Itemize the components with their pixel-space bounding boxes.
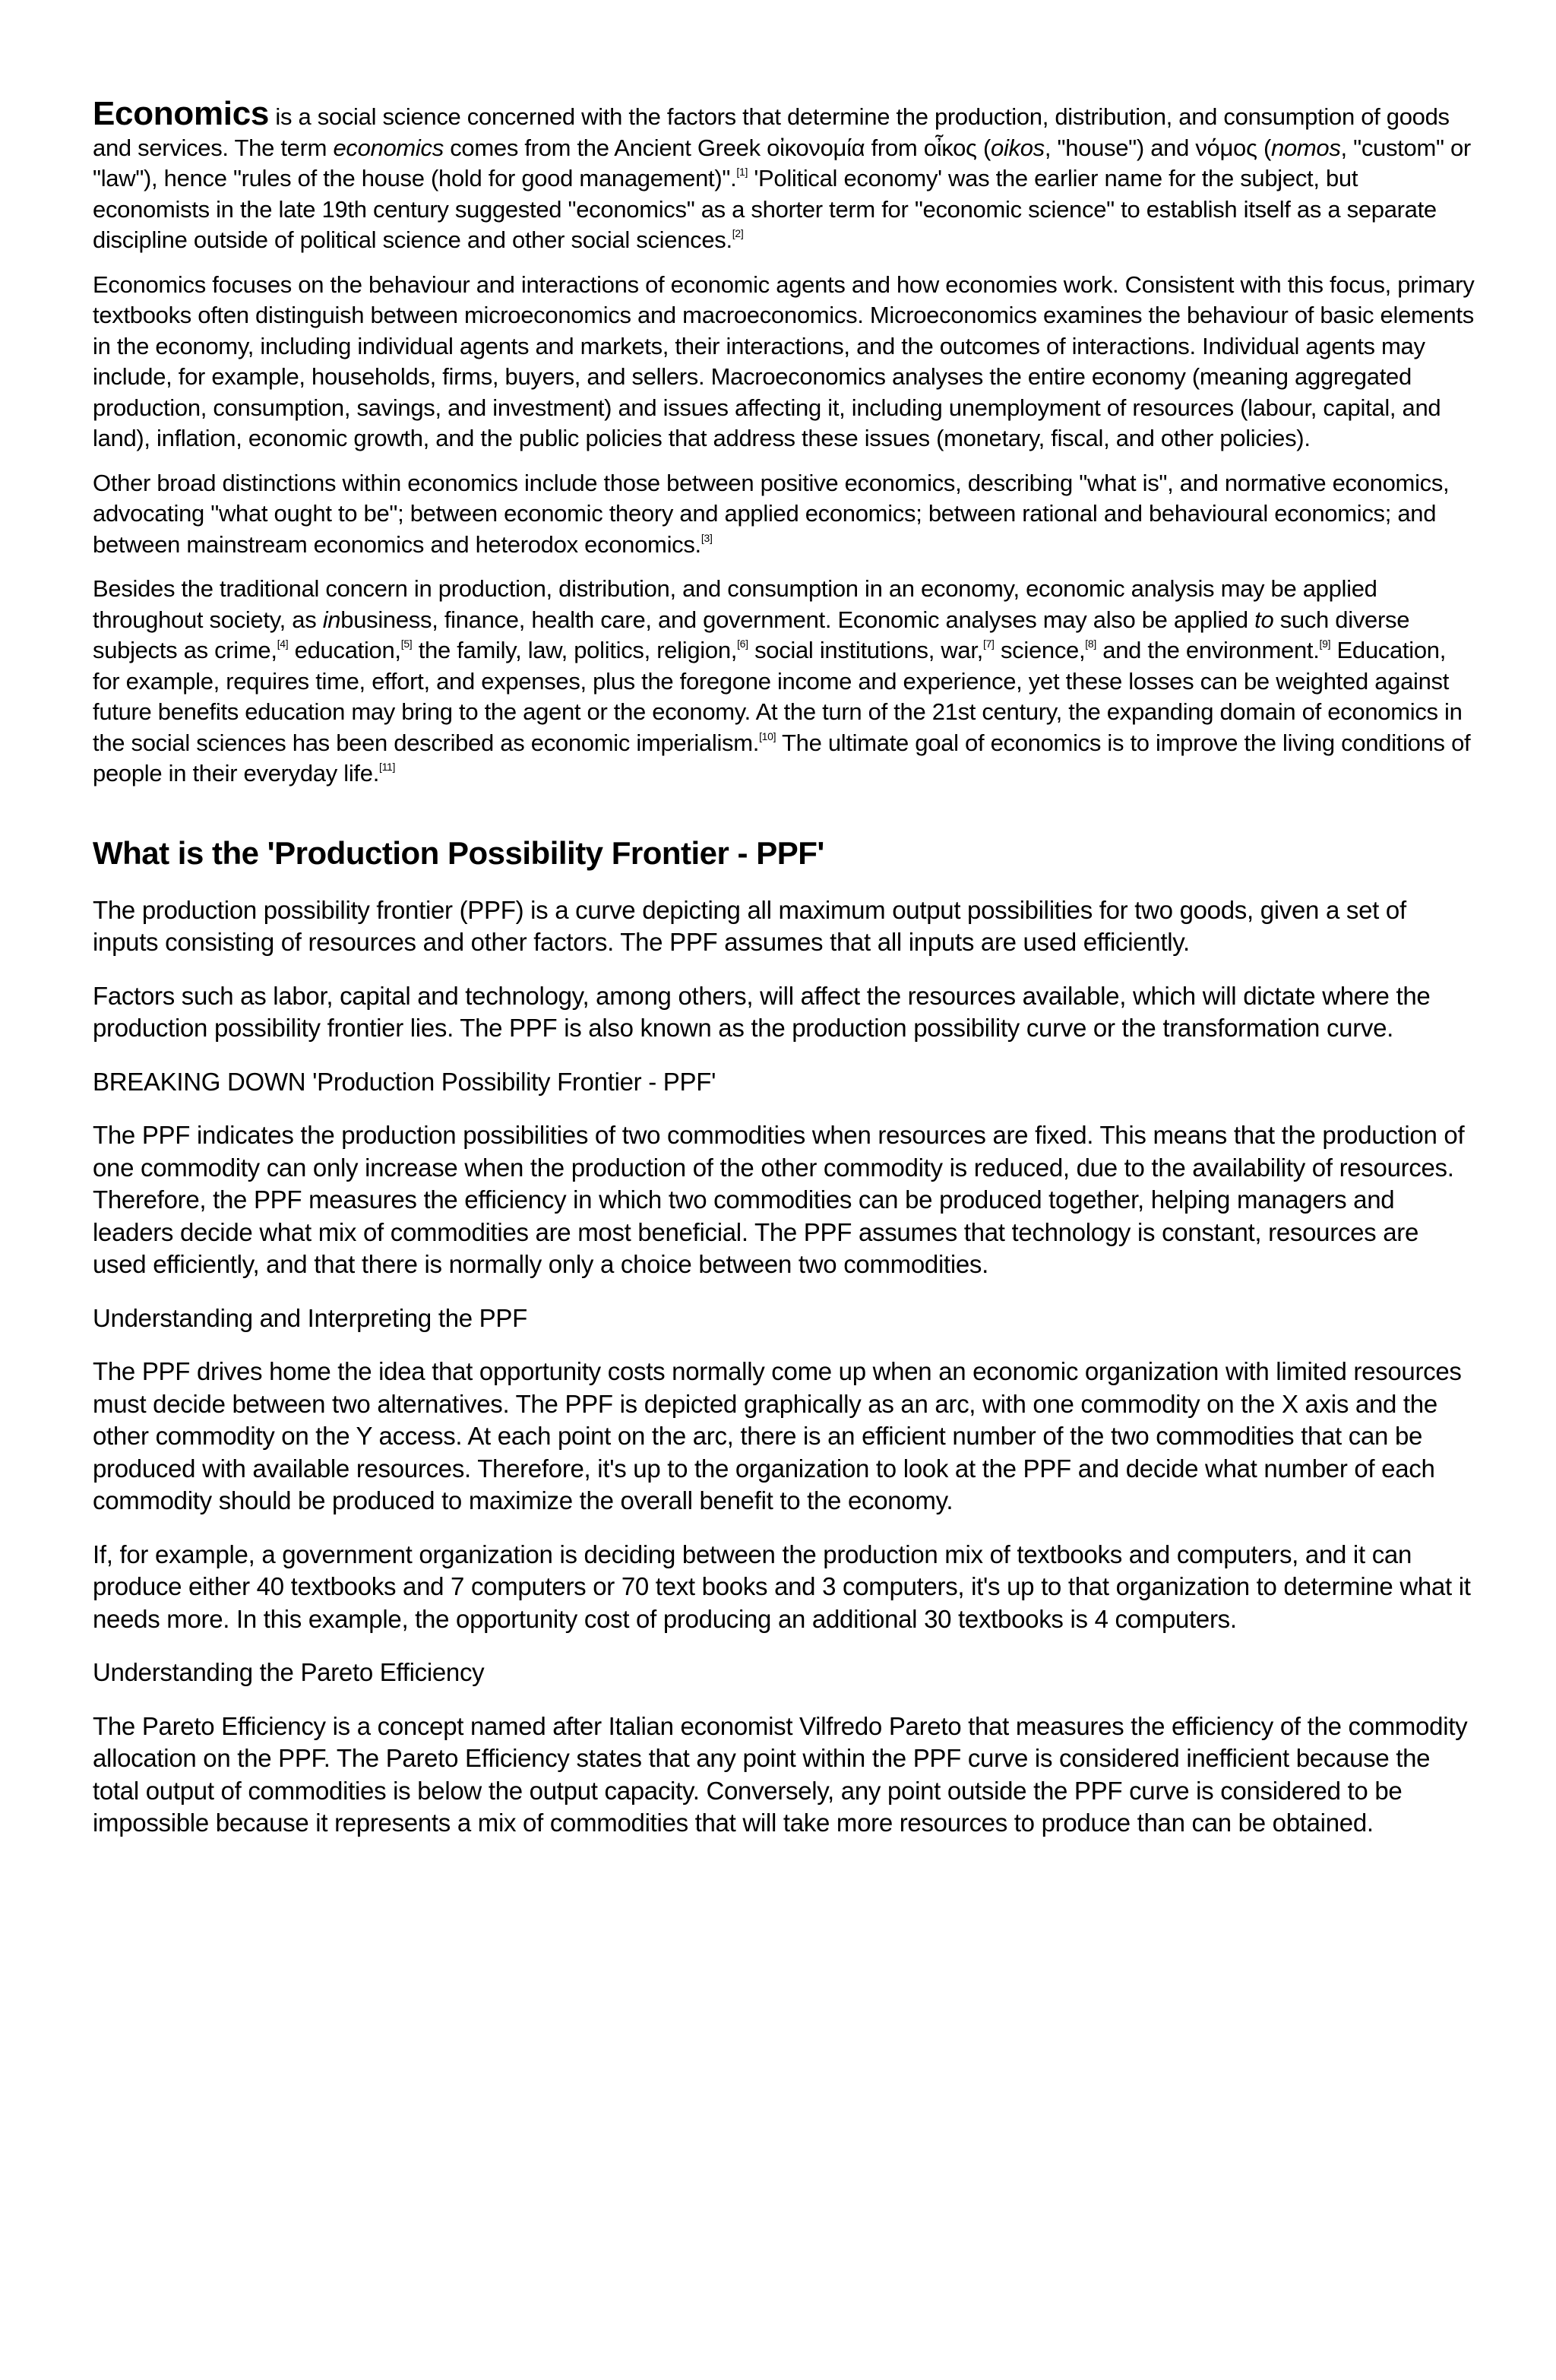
intro-emphasis: in — [322, 606, 341, 633]
ppf-paragraph-6: The Pareto Efficiency is a concept named after Italian economist Vilfredo Pareto that measures the efficiency of the commodity allocation on the PPF. The Pareto Efficiency states that any point within the PPF curve is considered inefficient because the total output of commodities is below the output capacity. Conversely, any point outside the PPF curve is considered to be impossible because it represents a mix of commodities that will take more resources to produce than can be obtained. — [93, 1711, 1468, 1837]
citation-ref: [11] — [379, 761, 396, 773]
intro-text: the family, law, politics, religion, — [412, 637, 738, 663]
ppf-paragraph-4: The PPF drives home the idea that opportunity costs normally come up when an economic organization with limited resources must decide between two alternatives. The PPF is depicted graphically as an arc, with one commodity on the X axis and the other commodity on the Y access. At each point on the arc, there is an efficient number of the two commodities that can be produced with available resources. Therefore, it's up to the organization to look at the PPF and decide what number of each commodity should be produced to maximize the overall benefit to the economy. — [93, 1357, 1462, 1514]
intro-text: education, — [288, 637, 401, 663]
ppf-paragraph-5: If, for example, a government organization is deciding between the production mix of textbooks and computers, and it can produce either 40 textbooks and 7 computers or 70 text books and 3 computers, it's up to that organization to determine what it needs more. In this example, the opportunity cost of producing an additional 30 textbooks is 4 computers. — [93, 1540, 1471, 1633]
ppf-paragraph-1: The production possibility frontier (PPF) is a curve depicting all maximum output possibilities for two goods, given a set of inputs consisting of resources and other factors. The PPF assumes that all inputs are used efficiently. — [93, 895, 1406, 956]
intro-term: Economics — [93, 95, 270, 132]
ppf-subheading-pareto: Understanding the Pareto Efficiency — [93, 1658, 485, 1686]
citation-ref: [8] — [1085, 638, 1096, 650]
intro-text: , "custom" or "law"), hence "rules of the house (hold for good management)". — [93, 134, 1471, 191]
ppf-subheading-breaking-down: BREAKING DOWN 'Production Possibility Frontier - PPF' — [93, 1067, 716, 1096]
intro-paragraph-4 — [93, 574, 1475, 790]
citation-ref: [2] — [732, 227, 744, 239]
intro-emphasis: economics — [333, 134, 444, 161]
intro-paragraph-2: Economics focuses on the behaviour and interactions of economic agents and how economies work. Consistent with this focus, primary textbooks often distinguish between microeconomics and macroeconomics. Microeconomics examines the behaviour of basic elements in the economy, including individual agents and markets, their interactions, and the outcomes of interactions. Individual agents may include, for example, households, firms, buyers, and sellers. Macroeconomics analyses the entire economy (meaning aggregated production, consumption, savings, and investment) and issues affecting it, including unemployment of resources (labour, capital, and land), inflation, economic growth, and the public policies that address these issues (monetary, fiscal, and other policies). — [93, 271, 1475, 451]
intro-emphasis: oikos — [991, 134, 1045, 161]
ppf-subheading-interpreting: Understanding and Interpreting the PPF — [93, 1303, 527, 1332]
citation-ref: [10] — [759, 730, 776, 742]
intro-text: business, finance, health care, and government. Economic analyses may also be applied — [340, 606, 1255, 633]
intro-paragraph-3 — [93, 468, 1475, 561]
citation-ref: [5] — [400, 638, 413, 650]
intro-paragraph-1 — [93, 95, 1475, 256]
intro-text: is a social science concerned with the factors that determine the production, distribution, and consumption of goods and services. The term — [93, 103, 1450, 161]
document-page — [93, 95, 1475, 1840]
citation-ref: [9] — [1319, 638, 1331, 650]
intro-text: and the environment. — [1096, 637, 1320, 663]
ppf-paragraph-2: Factors such as labor, capital and technology, among others, will affect the resources available, which will dictate where the production possibility frontier lies. The PPF is also known as the production possibility curve or the transformation curve. — [93, 981, 1431, 1042]
citation-ref: [6] — [737, 638, 748, 650]
intro-text: , "house") and νόμος ( — [1044, 134, 1271, 161]
citation-ref: [7] — [982, 638, 995, 650]
intro-text: The ultimate goal of economics is to improve the living conditions of people in their everyday life. — [93, 729, 1471, 786]
intro-text: social institutions, war, — [748, 637, 983, 663]
intro-text: Education, for example, requires time, effort, and expenses, plus the foregone income and experience, yet these losses can be weighted against future benefits education may bring to the agent or the economy. At the turn of the 21st century, the expanding domain of economics in the social sciences has been described as economic imperialism. — [93, 637, 1463, 756]
intro-emphasis: to — [1254, 606, 1274, 633]
intro-text: 'Political economy' was the earlier name for the subject, but economists in the late 19th century suggested "economics" as a shorter term for "economic science" to establish itself as a separate discipline outside of political science and other social sciences. — [93, 165, 1437, 253]
intro-text: Besides the traditional concern in production, distribution, and consumption in an economy, economic analysis may be applied throughout society, as — [93, 575, 1377, 633]
citation-ref: [1] — [736, 166, 748, 178]
ppf-paragraph-3: The PPF indicates the production possibilities of two commodities when resources are fixed. This means that the production of one commodity can only increase when the production of the other commodity is reduced, due to the availability of resources. Therefore, the PPF measures the efficiency in which two commodities can be produced together, helping managers and leaders decide what mix of commodities are most beneficial. The PPF assumes that technology is constant, resources are used efficiently, and that there is normally only a choice between two commodities. — [93, 1121, 1465, 1278]
citation-ref: [4] — [277, 638, 289, 650]
intro-text: such diverse subjects as crime, — [93, 606, 1410, 663]
intro-text: science, — [994, 637, 1086, 663]
intro-emphasis: nomos — [1270, 134, 1341, 161]
section-heading: What is the 'Production Possibility Frontier - PPF' — [93, 834, 824, 871]
intro-text: Other broad distinctions within economics include those between positive economics, describing "what is", and normative economics, advocating "what ought to be"; between economic theory and applied economics; between rational and behavioural economics; and between mainstream economics and heterodox economics. — [93, 469, 1450, 558]
citation-ref: [3] — [701, 531, 713, 544]
intro-text: comes from the Ancient Greek οἰκονομία from οἶκος ( — [443, 134, 991, 161]
